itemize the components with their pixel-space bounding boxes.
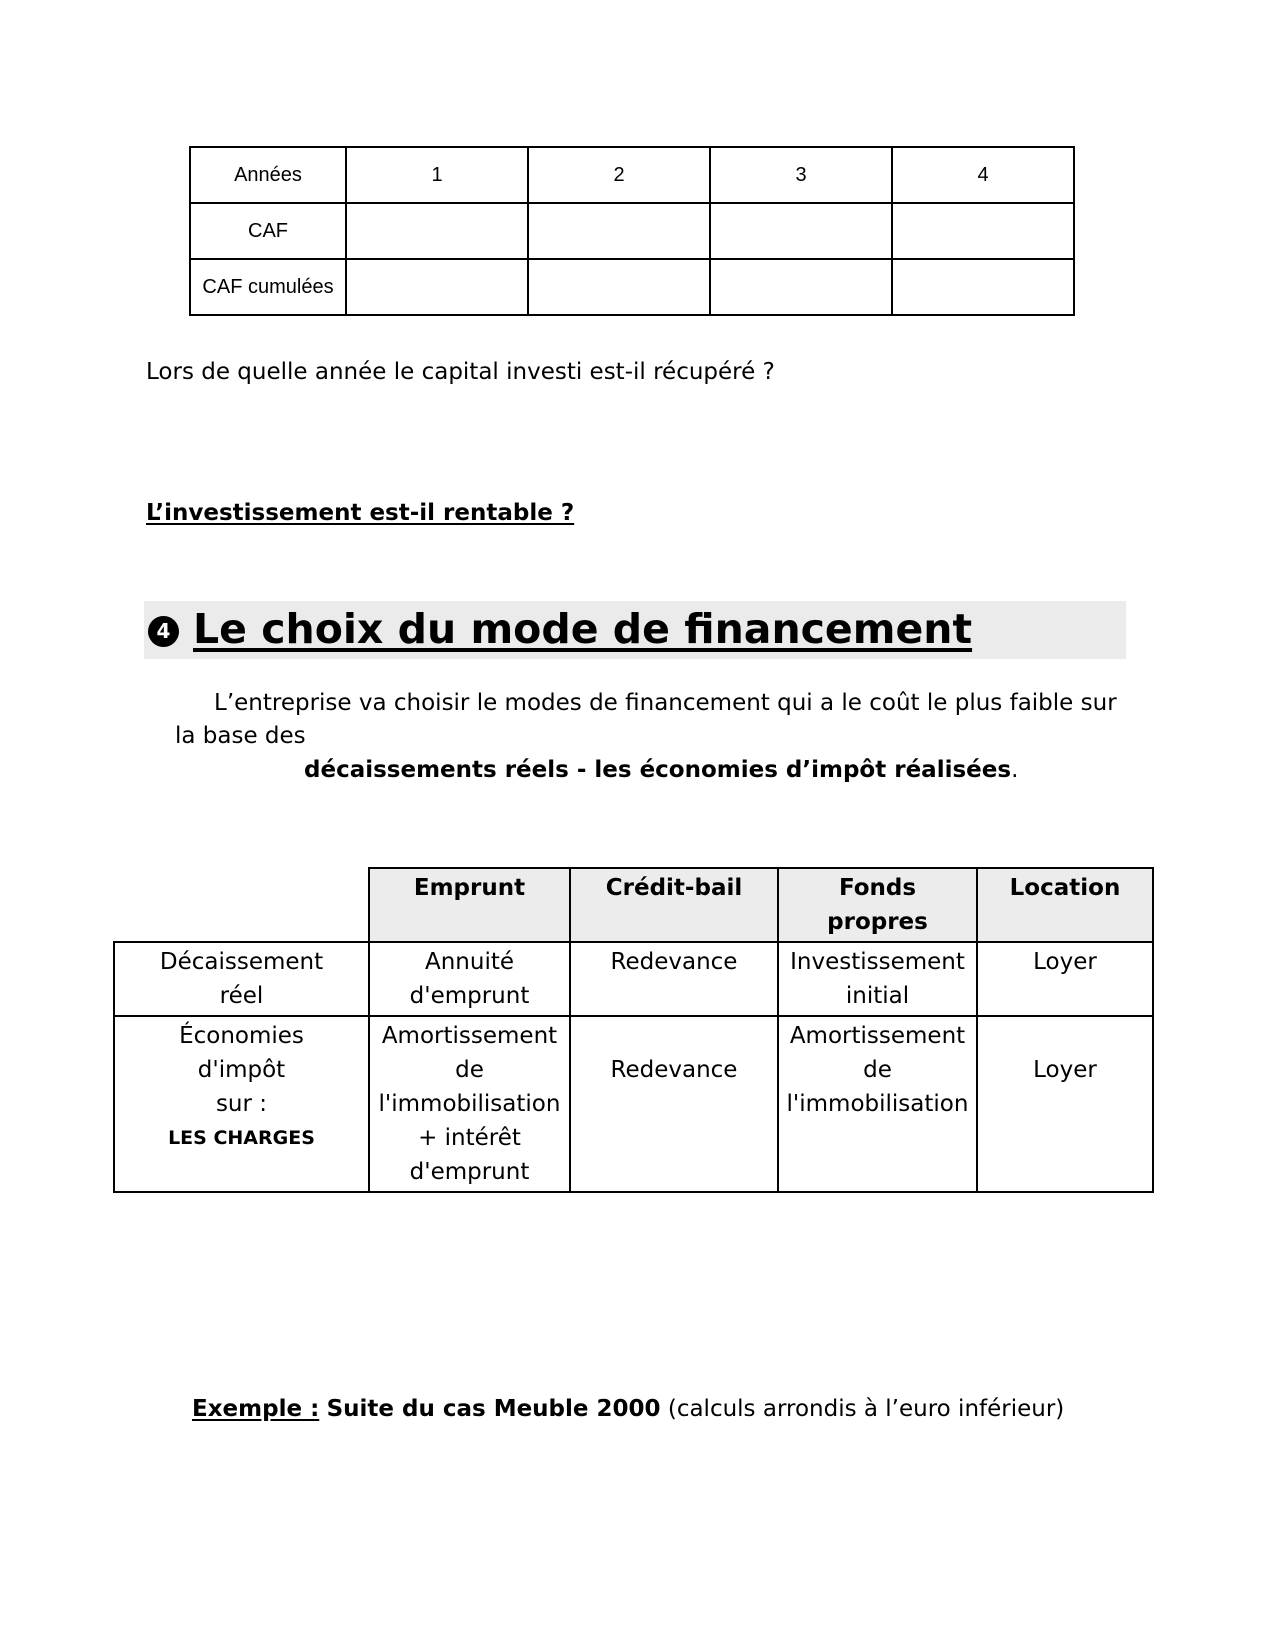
exemple-label: Exemple : bbox=[192, 1396, 320, 1422]
header-emprunt-label: Emprunt bbox=[413, 875, 526, 901]
caf-cumulees-cell bbox=[528, 259, 710, 315]
table-row bbox=[114, 1016, 1153, 1192]
header-location bbox=[977, 868, 1153, 942]
year-3-header: 3 bbox=[710, 147, 892, 203]
numbered-bullet-icon: 4 bbox=[148, 616, 179, 647]
header-location-label: Location bbox=[1009, 875, 1121, 901]
row-header-caf-cumulees: CAF cumulées bbox=[190, 259, 346, 315]
cell-line: Investissement bbox=[790, 949, 965, 975]
caf-cell bbox=[528, 203, 710, 259]
cell-line: d'emprunt bbox=[409, 1159, 530, 1185]
cell-credit-bail-decaissement bbox=[570, 942, 778, 1016]
row-header-caf: CAF bbox=[190, 203, 346, 259]
header-fonds-line-1: Fonds bbox=[838, 875, 917, 901]
cell-line: Loyer bbox=[1033, 949, 1097, 975]
section-title: Le choix du mode de financement bbox=[193, 605, 973, 653]
question-year: Lors de quelle année le capital investi est-il récupéré ? bbox=[146, 359, 775, 385]
year-2-header: 2 bbox=[528, 147, 710, 203]
cell-line: l'immobilisation bbox=[378, 1091, 561, 1117]
intro-period: . bbox=[1011, 757, 1019, 783]
cell-line: + intérêt bbox=[418, 1125, 521, 1151]
caf-cell bbox=[710, 203, 892, 259]
cell-line: initial bbox=[845, 983, 910, 1009]
header-fonds-propres bbox=[778, 868, 977, 942]
exemple-case: Suite du cas Meuble 2000 bbox=[326, 1396, 661, 1422]
row-header-annees: Années bbox=[190, 147, 346, 203]
question-rentable: L’investissement est-il rentable ? bbox=[146, 500, 575, 526]
row-label-economies bbox=[114, 1016, 369, 1192]
caf-table bbox=[189, 146, 1075, 316]
header-credit-bail-label: Crédit-bail bbox=[605, 875, 743, 901]
table-row bbox=[114, 868, 1153, 942]
header-emprunt bbox=[369, 868, 570, 942]
caf-cumulees-cell bbox=[710, 259, 892, 315]
exemple-note: (calculs arrondis à l’euro inférieur) bbox=[667, 1396, 1065, 1422]
table-row bbox=[114, 942, 1153, 1016]
label-line: Économies bbox=[179, 1023, 304, 1049]
intro-line-1: L’entreprise va choisir le modes de financement qui a le coût le plus faible sur bbox=[214, 690, 1117, 716]
label-line: Décaissement bbox=[159, 949, 324, 975]
cell-line: d'emprunt bbox=[409, 983, 530, 1009]
year-1-header: 1 bbox=[346, 147, 528, 203]
cell-line: l'immobilisation bbox=[786, 1091, 969, 1117]
cell-line: Annuité bbox=[424, 949, 515, 975]
label-line: réel bbox=[219, 983, 264, 1009]
cell-line: Loyer bbox=[1033, 1057, 1097, 1083]
financing-table bbox=[113, 867, 1154, 1193]
blank-corner bbox=[114, 868, 369, 942]
table-row bbox=[190, 147, 1074, 203]
header-credit-bail bbox=[570, 868, 778, 942]
cell-emprunt-decaissement bbox=[369, 942, 570, 1016]
cell-line: de bbox=[863, 1057, 892, 1083]
table-row bbox=[190, 203, 1074, 259]
cell-location-decaissement bbox=[977, 942, 1153, 1016]
row-label-decaissement bbox=[114, 942, 369, 1016]
cell-line: Redevance bbox=[610, 949, 738, 975]
intro-line-3 bbox=[304, 757, 1018, 783]
cell-credit-bail-economies bbox=[570, 1016, 778, 1192]
year-4-header: 4 bbox=[892, 147, 1074, 203]
caf-cell bbox=[892, 203, 1074, 259]
label-line: d'impôt bbox=[197, 1057, 286, 1083]
section-heading bbox=[148, 603, 972, 655]
label-line: sur : bbox=[215, 1091, 268, 1117]
cell-fonds-economies bbox=[778, 1016, 977, 1192]
cell-line: Amortissement bbox=[381, 1023, 558, 1049]
caf-cumulees-cell bbox=[346, 259, 528, 315]
cell-location-economies bbox=[977, 1016, 1153, 1192]
table-row bbox=[190, 259, 1074, 315]
exemple-line bbox=[192, 1396, 1064, 1422]
cell-line: Amortissement bbox=[789, 1023, 966, 1049]
intro-line-2: la base des bbox=[175, 723, 306, 749]
cell-emprunt-economies bbox=[369, 1016, 570, 1192]
caf-cumulees-cell bbox=[892, 259, 1074, 315]
label-les-charges: LES CHARGES bbox=[168, 1127, 315, 1149]
cell-line: de bbox=[455, 1057, 484, 1083]
cell-fonds-decaissement bbox=[778, 942, 977, 1016]
intro-formula: décaissements réels - les économies d’impôt réalisées bbox=[304, 757, 1012, 783]
caf-cell bbox=[346, 203, 528, 259]
cell-line: Redevance bbox=[610, 1057, 738, 1083]
header-fonds-line-2: propres bbox=[827, 909, 928, 935]
